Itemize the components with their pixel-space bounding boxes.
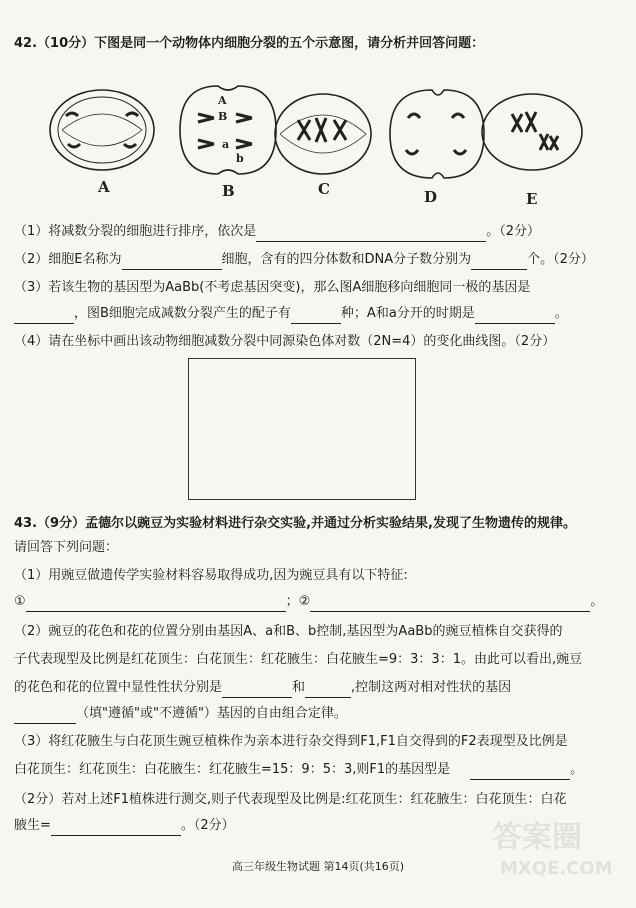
graph-drawing-area[interactable] xyxy=(188,358,416,500)
answer-blank[interactable] xyxy=(222,683,292,698)
q43-part2-line3: 的花色和花的位置中显性性状分别是 和 ,控制这两对相对性状的基因 xyxy=(14,678,622,698)
watermark-logo xyxy=(478,810,628,900)
q42-part2: （2）细胞E名称为 细胞，含有的四分体数和DNA分子数分别为 个。（2分） xyxy=(14,250,622,270)
gene-label-a: A xyxy=(218,94,227,107)
cell-division-figure xyxy=(40,78,600,218)
answer-blank[interactable] xyxy=(305,683,351,698)
cell-label-e: E xyxy=(526,190,538,208)
q43-part4-line1: （2分）若对上述F1植株进行测交,则子代表现型及比例是:红花顶生：红花腋生：白花顶生：白花 xyxy=(14,792,567,807)
q43-part3-line1: （3）将红花腋生与白花顶生豌豆植株作为亲本进行杂交得到F1,F1自交得到的F2表现型及比例是 xyxy=(14,734,568,749)
cell-label-b: B xyxy=(222,182,235,200)
q42-part1: （1）将减数分裂的细胞进行排序，依次是 。（2分） xyxy=(14,222,622,242)
answer-blank[interactable] xyxy=(470,765,570,780)
answer-blank[interactable] xyxy=(471,255,527,270)
q43-header: 43.（9分）孟德尔以豌豆为实验材料进行杂交实验,并通过分析实验结果,发现了生物遗传的规律。 xyxy=(14,516,576,531)
q43-part2-line4: （填"遵循"或"不遵循"）基因的自由组合定律。 xyxy=(14,704,622,724)
page-footer: 高三年级生物试题 第14页(共16页) xyxy=(231,860,405,873)
q43-part3-line2: 白花顶生：红花顶生：白花腋生：红花腋生=15：9：5：3,则F1的基因型是 。 xyxy=(14,760,622,780)
q43-part2-line2: 子代表现型及比例是红花顶生：白花顶生：红花腋生：白花腋生=9：3：3：1。由此可以看出,豌豆 xyxy=(14,652,583,667)
answer-blank[interactable] xyxy=(291,309,341,324)
q42-part3: （3）若该生物的基因型为AaBb(不考虑基因突变)，那么图A细胞移向细胞同一极的基因是 xyxy=(14,280,531,295)
gene-label-b-lower: b xyxy=(236,152,244,165)
answer-blank[interactable] xyxy=(14,709,76,724)
watermark-bottom: MXQE.COM xyxy=(500,858,613,879)
q42-part3-line2: ，图B细胞完成减数分裂产生的配子有 种；A和a分开的时期是 。 xyxy=(14,304,622,324)
q43-part4-line2: 腋生= 。（2分） xyxy=(14,816,622,836)
gene-label-b: B xyxy=(218,110,228,123)
q43-part1: （1）用豌豆做遗传学实验材料容易取得成功,因为豌豆具有以下特征: xyxy=(14,568,408,583)
q43-intro: 请回答下列问题： xyxy=(14,540,119,555)
q43-part1-options: ① ；② 。 xyxy=(14,592,622,612)
q43-part2-line1: （2）豌豆的花色和花的位置分别由基因A、a和B、b控制,基因型为AaBb的豌豆植株自交获得的 xyxy=(14,624,563,639)
cell-label-d: D xyxy=(424,188,438,206)
answer-blank[interactable] xyxy=(26,597,286,612)
answer-blank[interactable] xyxy=(256,227,486,242)
answer-blank[interactable] xyxy=(14,309,74,324)
watermark-top: 答案圈 xyxy=(492,820,582,855)
cell-label-c: C xyxy=(318,180,330,198)
q42-part4: （4）请在坐标中画出该动物细胞减数分裂中同源染色体对数（2N=4）的变化曲线图。（2分） xyxy=(14,334,556,349)
answer-blank[interactable] xyxy=(310,597,590,612)
cell-label-a: A xyxy=(98,178,110,196)
gene-label-a-lower: a xyxy=(222,138,230,151)
answer-blank[interactable] xyxy=(475,309,555,324)
answer-blank[interactable] xyxy=(122,255,222,270)
answer-blank[interactable] xyxy=(51,821,181,836)
q42-header: 42.（10分）下图是同一个动物体内细胞分裂的五个示意图，请分析并回答问题： xyxy=(14,36,485,51)
